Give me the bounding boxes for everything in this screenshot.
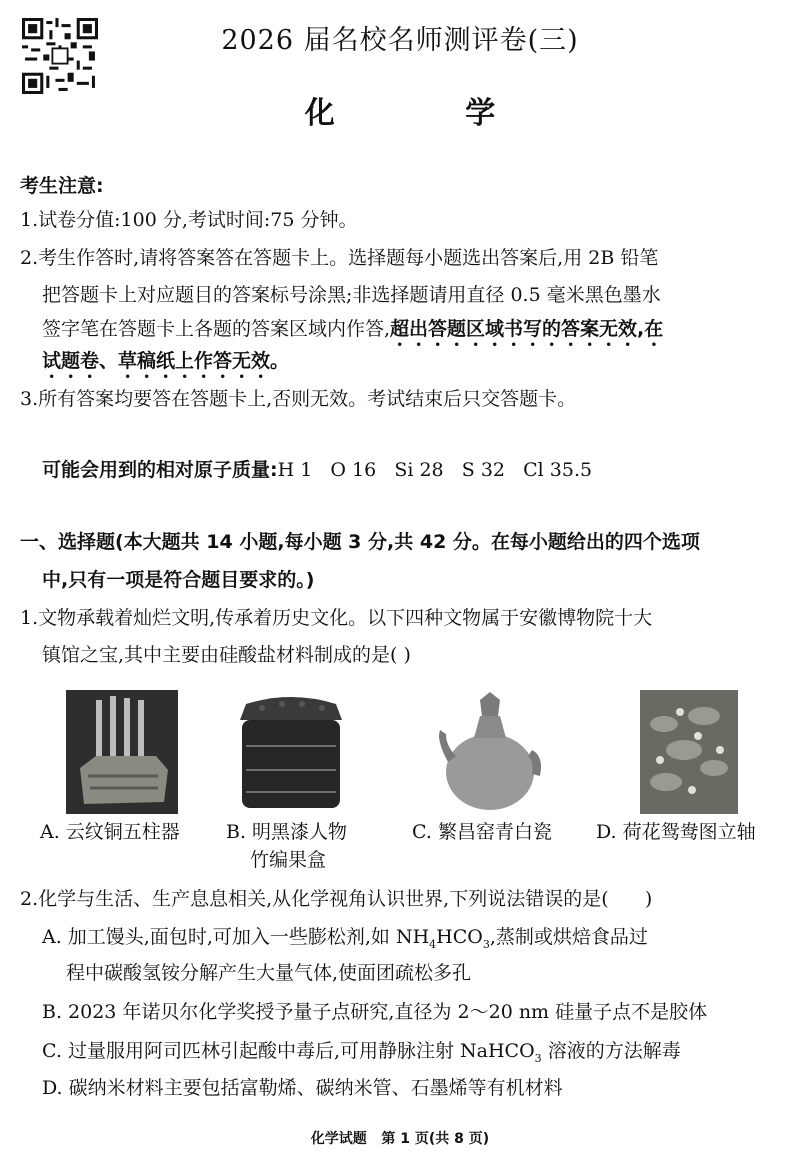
q2-option-a-line-2: 程中碳酸氢铵分解产生大量气体,使面团疏松多孔 [66, 962, 472, 984]
q2-option-b: B. 2023 年诺贝尔化学奖授予量子点研究,直径为 2～20 nm 硅量子点不是胶体 [42, 1001, 708, 1023]
atomic-masses-values: H 1 O 16 Si 28 S 32 Cl 35.5 [277, 459, 593, 481]
notice-emphasis-1: 超出答题区域书写的答案无效,在 [390, 318, 664, 340]
porcelain-ewer-image [432, 690, 548, 814]
notice-emphasis-2: 试题卷、草稿纸上作答无效。 [42, 350, 290, 372]
atomic-masses [42, 455, 780, 485]
q2-option-c [42, 1036, 780, 1074]
lotus-scroll-image [640, 690, 738, 814]
q1-option-a: A. 云纹铜五柱器 [40, 821, 180, 843]
q2-option-a-sub-2: 3 [482, 937, 490, 951]
q2-stem: 2.化学与生活、生产息息相关,从化学视角认识世界,下列说法错误的是( ) [20, 888, 653, 910]
page-footer: 化学试题 第 1 页(共 8 页) [310, 1131, 490, 1147]
lacquer-fruit-box-image [232, 690, 350, 814]
q1-option-b-line-2: 竹编果盒 [250, 849, 327, 871]
q2-option-a-sub-1: 4 [429, 937, 437, 951]
q1-stem-line-2: 镇馆之宝,其中主要由硅酸盐材料制成的是( ) [42, 644, 411, 666]
q1-option-c: C. 繁昌窑青白瓷 [412, 821, 552, 843]
q2-option-a-line-1 [42, 922, 780, 960]
section-1-heading-line-1: 一、选择题(本大题共 14 小题,每小题 3 分,共 42 分。在每小题给出的四个选项 [20, 531, 700, 553]
section-1-heading-line-2: 中,只有一项是符合题目要求的。) [42, 569, 315, 591]
notice-item-1: 1.试卷分值:100 分,考试时间:75 分钟。 [20, 209, 358, 231]
notice-heading: 考生注意: [20, 175, 104, 197]
q2-option-a-text-end: ,蒸制或烘焙食品过 [489, 926, 648, 948]
notice-item-2-line-2: 把答题卡上对应题目的答案标号涂黑;非选择题请用直径 0.5 毫米黑色墨水 [42, 284, 661, 306]
subject-title: 化 学 [304, 96, 556, 131]
q2-option-a-text: A. 加工馒头,面包时,可加入一些膨松剂,如 NH [42, 926, 430, 948]
q1-option-b-line-1: B. 明黑漆人物 [226, 821, 348, 843]
bronze-five-pillar-image [66, 690, 178, 814]
atomic-masses-label: 可能会用到的相对原子质量: [42, 459, 278, 481]
exam-title: 2026 届名校名师测评卷(三) [221, 25, 579, 56]
q1-option-d: D. 荷花鸳鸯图立轴 [596, 821, 756, 843]
q2-option-d: D. 碳纳米材料主要包括富勒烯、碳纳米管、石墨烯等有机材料 [42, 1077, 563, 1099]
notice-item-2-line-1: 2.考生作答时,请将答案答在答题卡上。选择题每小题选出答案后,用 2B 铅笔 [20, 247, 659, 269]
q2-option-c-text: C. 过量服用阿司匹林引起酸中毒后,可用静脉注射 NaHCO [42, 1040, 535, 1062]
q2-option-c-sub: 3 [534, 1051, 542, 1065]
q1-stem-line-1: 1.文物承载着灿烂文明,传承着历史文化。以下四种文物属于安徽博物院十大 [20, 607, 653, 629]
notice-item-3: 3.所有答案均要答在答题卡上,否则无效。考试结束后只交答题卡。 [20, 388, 577, 410]
q2-option-a-formula: HCO [436, 926, 483, 948]
notice-item-2-line-3-text: 签字笔在答题卡上各题的答案区域内作答, [42, 318, 391, 340]
q2-option-c-text-end: 溶液的方法解毒 [541, 1040, 681, 1062]
